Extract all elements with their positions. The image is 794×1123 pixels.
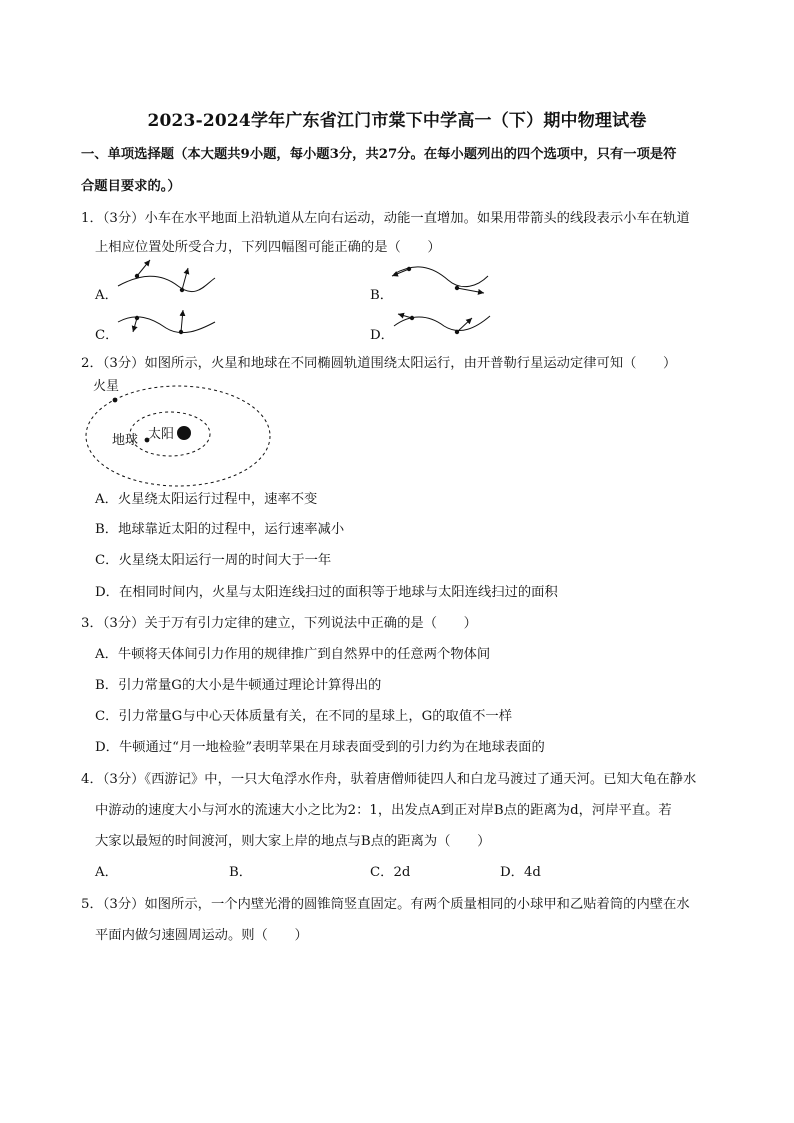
q3-option-b: B．引力常量G的大小是牛顿通过理论计算得出的 bbox=[95, 678, 382, 693]
q2-stem-line1: 2．（3分）如图所示，火星和地球在不同椭圆轨道围绕太阳运行，由开普勒行星运动定律可知（ ） bbox=[81, 356, 677, 371]
q1-option-a-label: A． bbox=[95, 288, 118, 303]
sun-dot bbox=[177, 426, 191, 440]
q4-option-b: B． bbox=[229, 865, 253, 880]
q5-stem-line2: 平面内做匀速圆周运动。则（ ） bbox=[95, 928, 308, 943]
q5-stem-line1: 5．（3分）如图所示，一个内壁光滑的圆锥筒竖直固定。有两个质量相同的小球甲和乙贴着筒的内壁在水 bbox=[81, 897, 690, 912]
q2-option-c: C．火星绕太阳运行一周的时间大于一年 bbox=[95, 553, 332, 568]
q3-stem-line1: 3．（3分）关于万有引力定律的建立，下列说法中正确的是（ ） bbox=[81, 616, 477, 631]
mars-dot bbox=[113, 398, 118, 403]
q1-figure-b bbox=[392, 267, 488, 293]
q4-option-a: A． bbox=[95, 865, 118, 880]
q4-stem-line1: 4．（3分）《西游记》中，一只大龟浮水作舟，驮着唐僧师徒四人和白龙马渡过了通天河。已知大龟在静水 bbox=[81, 772, 697, 787]
q2-option-b: B．地球靠近太阳的过程中，运行速率减小 bbox=[95, 522, 345, 537]
q1-stem-line2: 上相应位置处所受合力，下列四幅图可能正确的是（ ） bbox=[95, 240, 441, 255]
q1-option-c-label: C． bbox=[95, 328, 119, 343]
q1-option-d-label: D． bbox=[370, 328, 394, 343]
section-heading-line2: 合题目要求的。） bbox=[81, 179, 181, 194]
q4-option-d: D．4d bbox=[500, 865, 541, 880]
q3-option-d: D．牛顿通过“月一地检验”表明苹果在月球表面受到的引力约为在地球表面的 bbox=[95, 740, 545, 755]
q2-option-a: A．火星绕太阳运行过程中，速率不变 bbox=[95, 492, 318, 507]
q4-stem-line3: 大家以最短的时间渡河，则大家上岸的地点与B点的距离为（ ） bbox=[95, 834, 491, 849]
q3-option-c: C．引力常量G与中心天体质量有关，在不同的星球上，G的取值不一样 bbox=[95, 709, 513, 724]
q1-option-b-label: B． bbox=[370, 288, 394, 303]
earth-label: 地球 bbox=[112, 433, 139, 448]
q4-option-c: C．2d bbox=[370, 865, 411, 880]
page-title: 2023-2024学年广东省江门市棠下中学高一（下）期中物理试卷 bbox=[147, 111, 647, 131]
sun-label: 太阳 bbox=[148, 427, 175, 442]
q1-figures bbox=[0, 256, 794, 346]
q1-figure-d bbox=[394, 314, 490, 334]
section-heading-line1: 一、单项选择题（本大题共9小题，每小题3分，共27分。在每小题列出的四个选项中，只有一项是符 bbox=[81, 147, 677, 162]
q1-figure-c bbox=[118, 310, 215, 334]
q3-option-a: A．牛顿将天体间引力作用的规律推广到自然界中的任意两个物体间 bbox=[95, 647, 491, 662]
q1-figure-a bbox=[118, 260, 215, 292]
q2-option-d: D．在相同时间内，火星与太阳连线扫过的面积等于地球与太阳连线扫过的面积 bbox=[95, 585, 558, 600]
q2-orbit-figure bbox=[90, 372, 290, 482]
q1-stem-line1: 1．（3分）小车在水平地面上沿轨道从左向右运动，动能一直增加。如果用带箭头的线段表示小车在轨道 bbox=[81, 211, 690, 226]
mars-label: 火星 bbox=[93, 379, 120, 394]
q4-stem-line2: 中游动的速度大小与河水的流速大小之比为2：1，出发点A到正对岸B点的距离为d，河岸平直。若 bbox=[95, 803, 672, 818]
